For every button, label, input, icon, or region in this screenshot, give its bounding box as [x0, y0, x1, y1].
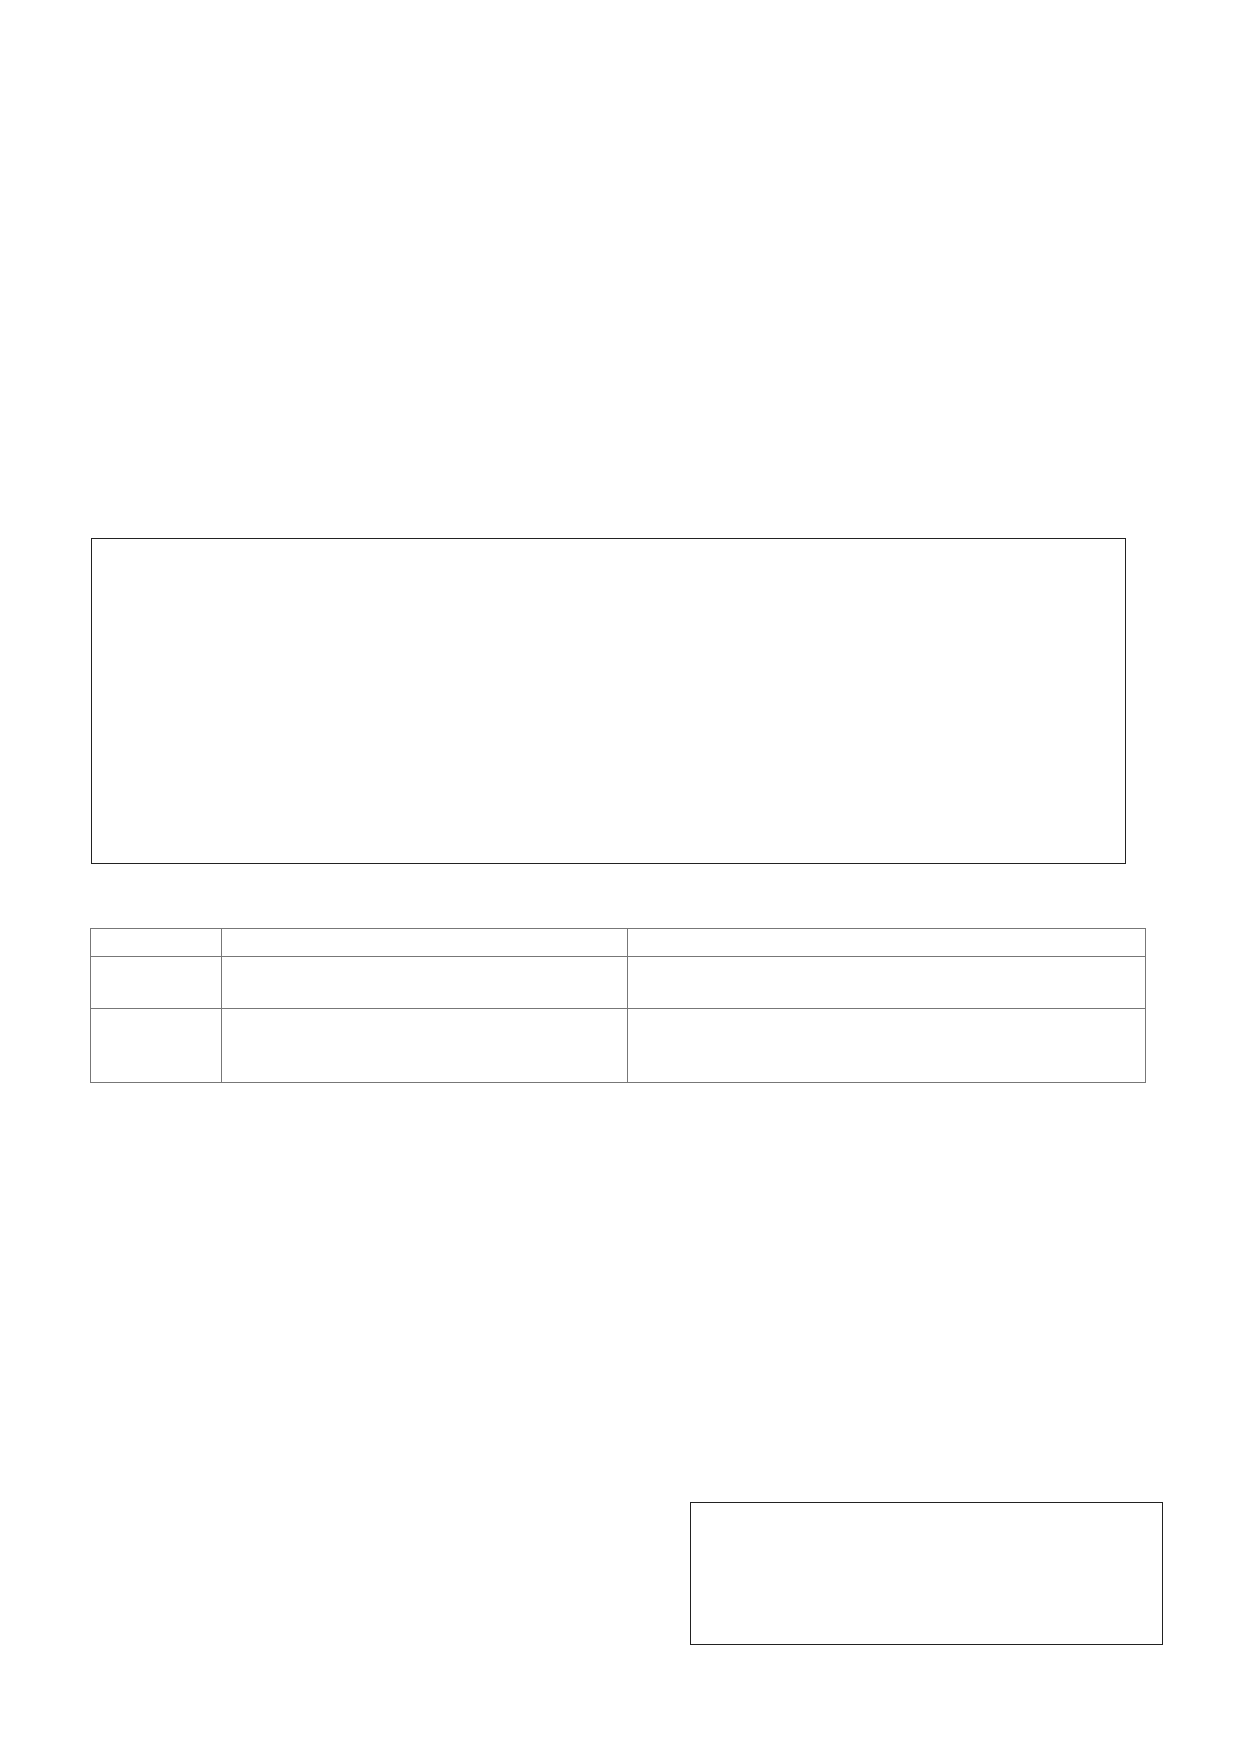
- table-row: [91, 957, 1146, 1009]
- time-cell: [91, 957, 222, 1009]
- column-header-time: [91, 929, 222, 957]
- lecturer-cell: [628, 957, 1146, 1009]
- table-header-row: [91, 929, 1146, 957]
- lecturer-cell: [628, 1009, 1146, 1083]
- table-row: [91, 1009, 1146, 1083]
- column-header-lecturer: [628, 929, 1146, 957]
- time-cell: [91, 1009, 222, 1083]
- column-header-theme: [222, 929, 628, 957]
- schedule-table: [90, 928, 1146, 1083]
- event-info-box: [91, 538, 1126, 864]
- contact-box: [690, 1502, 1163, 1645]
- theme-cell: [222, 957, 628, 1009]
- theme-cell: [222, 1009, 628, 1083]
